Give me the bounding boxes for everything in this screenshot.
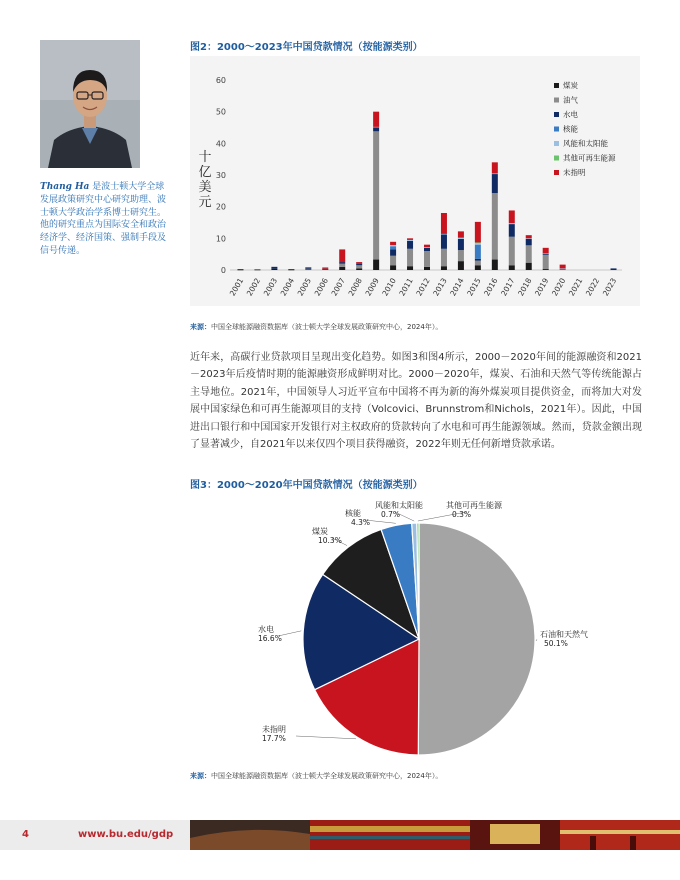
author-portrait-illustration (40, 40, 140, 168)
bar-segment-2017-2 (509, 224, 515, 237)
bar-segment-2020-4 (560, 268, 566, 269)
bar-segment-2009-6 (373, 112, 379, 127)
pie-label-value: 0.7% (381, 510, 401, 519)
bar-segment-2014-0 (458, 261, 464, 270)
x-tick-label: 2003 (261, 276, 280, 298)
bar-segment-2009-0 (373, 260, 379, 270)
pie-label-value: 50.1% (544, 639, 568, 648)
y-tick-label: 10 (215, 234, 226, 244)
figure2-source (190, 322, 442, 332)
legend-swatch (554, 98, 559, 103)
author-bio-text: 是波士顿大学全球发展政策研究中心研究助理、波士顿大学政治学系博士研究生。他的研究重点为国际安全和政治经济学、经济国策、强制手段及信号传递。 (40, 182, 167, 256)
figure3-pie-chart (190, 492, 640, 762)
bar-segment-2016-4 (492, 173, 498, 174)
x-tick-label: 2011 (397, 276, 415, 298)
pie-label-value: 16.6% (258, 634, 282, 643)
bar-segment-2015-5 (475, 242, 481, 243)
pie-label-name: 核能 (345, 509, 361, 518)
bar-segment-2017-1 (509, 237, 515, 266)
bar-segment-2019-1 (543, 255, 549, 269)
bar-segment-2005-0 (305, 269, 311, 270)
legend-swatch (554, 83, 559, 88)
pie-label-value: 4.3% (351, 518, 371, 527)
bar-segment-2003-0 (271, 269, 277, 270)
bar-segment-2007-2 (339, 262, 345, 264)
legend-label: 水电 (563, 110, 578, 119)
bar-segment-2013-4 (441, 234, 447, 235)
bar-segment-2016-0 (492, 260, 498, 270)
bar-segment-2009-4 (373, 127, 379, 128)
page-number: 4 (22, 829, 29, 840)
x-tick-label: 2002 (244, 276, 263, 298)
bar-segment-2015-6 (475, 222, 481, 243)
figure2-source-label: 来源： (190, 323, 211, 331)
pie-leader-line (536, 639, 537, 641)
bar-segment-2012-4 (424, 247, 430, 248)
bar-segment-2011-2 (407, 241, 413, 249)
x-tick-label: 2018 (516, 276, 534, 298)
author-photo (40, 40, 140, 168)
legend-label: 风能和太阳能 (563, 139, 608, 148)
legend-swatch (554, 112, 559, 117)
bar-segment-2019-0 (543, 269, 549, 270)
x-tick-label: 2007 (329, 276, 347, 298)
legend-label: 煤炭 (563, 81, 578, 90)
figure2-bar-chart (190, 56, 640, 306)
bar-segment-2014-4 (458, 238, 464, 239)
figure3-source-label: 来源： (190, 772, 211, 780)
x-tick-label: 2017 (499, 276, 517, 298)
figure3-source-text: 中国全球能源融资数据库（波士顿大学全球发展政策研究中心，2024年）。 (211, 772, 443, 780)
bar-segment-2012-1 (424, 251, 430, 267)
bar-segment-2002-2 (254, 269, 260, 270)
bar-segment-2016-6 (492, 162, 498, 173)
bar-segment-2004-6 (288, 269, 294, 270)
y-tick-label: 20 (215, 202, 226, 212)
pie-label-name: 石油和天然气 (540, 630, 588, 639)
legend-label: 油气 (563, 95, 578, 105)
figure2-y-axis-label: 十亿美元 (198, 150, 212, 210)
bar-segment-2008-1 (356, 265, 362, 268)
bar-segment-2019-6 (543, 248, 549, 253)
bar-segment-2023-2 (611, 268, 617, 270)
legend-swatch (554, 156, 559, 161)
footer-url-link[interactable]: www.bu.edu/gdp (78, 829, 174, 840)
x-tick-label: 2015 (465, 276, 483, 298)
bar-segment-2012-6 (424, 245, 430, 248)
bar-segment-2009-1 (373, 131, 379, 259)
x-tick-label: 2008 (346, 276, 364, 298)
x-tick-label: 2009 (363, 276, 381, 298)
bar-segment-2014-1 (458, 250, 464, 261)
bar-segment-2015-3 (475, 245, 481, 259)
pie-label-value: 10.3% (318, 536, 342, 545)
figure2-source-text: 中国全球能源融资数据库（波士顿大学全球发展政策研究中心，2024年）。 (211, 323, 443, 331)
pie-label-name: 其他可再生能源 (446, 501, 502, 510)
bar-segment-2012-0 (424, 267, 430, 270)
legend-label: 核能 (563, 124, 578, 134)
bar-segment-2011-0 (407, 266, 413, 270)
bar-segment-2013-2 (441, 235, 447, 249)
bar-segment-2008-2 (356, 264, 362, 266)
bar-segment-2013-1 (441, 249, 447, 266)
bar-segment-2010-2 (390, 249, 396, 255)
bar-segment-2013-0 (441, 266, 447, 270)
bar-segment-2010-4 (390, 245, 396, 246)
bar-segment-2005-1 (305, 269, 311, 270)
x-tick-label: 2016 (482, 276, 500, 298)
figure3-source (190, 771, 442, 781)
bar-segment-2016-2 (492, 174, 498, 193)
bar-segment-2016-1 (492, 193, 498, 259)
bar-segment-2018-2 (526, 239, 532, 245)
x-tick-label: 2021 (566, 276, 585, 298)
bar-segment-2014-2 (458, 239, 464, 250)
pie-label-value: 17.7% (262, 734, 286, 743)
bar-segment-2006-2 (322, 269, 328, 270)
bar-segment-2018-1 (526, 245, 532, 262)
x-tick-label: 2023 (600, 276, 619, 298)
bar-segment-2015-4 (475, 243, 481, 245)
figure2-title: 图2：2000～2023年中国贷款情况（按能源类别） (190, 42, 423, 53)
bar-segment-2011-4 (407, 240, 413, 241)
y-tick-label: 60 (215, 76, 226, 85)
bar-segment-2019-4 (543, 253, 549, 254)
y-tick-label: 50 (215, 107, 226, 117)
x-tick-label: 2014 (448, 276, 466, 298)
bar-segment-2018-0 (526, 263, 532, 270)
bar-segment-2020-6 (560, 265, 566, 269)
body-paragraph: 近年来，高碳行业贷款项目呈现出变化趋势。如图3和图4所示，2000－2020年间的能源融资和2021－2023年后疫情时期的能源融资形成鲜明对比。2000－2020年，煤炭、石油和天然气等传统能源占主导地位。2021年，中国领导人习近平宣布中国将不再为新的海外煤炭项目提供资金，而将加大对发展中国家绿色和可再生能源项目的支持（Volcovici、Brunnstrom和Nichols，2021年）。因此，中国进出口银行和中国国家开发银行对主权政府的贷款转向了水电和可再生能源领域。然而，贷款金额出现了显著减少，自2021年以来仅四个项目获得融资，2022年则无任何新增贷款承诺。 (190, 352, 642, 451)
x-tick-label: 2005 (295, 276, 314, 298)
bar-segment-2010-0 (390, 265, 396, 270)
y-tick-label: 0 (220, 266, 226, 275)
bar-segment-2003-2 (271, 267, 277, 269)
bar-segment-2017-6 (509, 210, 515, 223)
bar-segment-2010-1 (390, 256, 396, 266)
bar-segment-2012-2 (424, 248, 430, 251)
x-tick-label: 2013 (431, 276, 449, 298)
bar-segment-2007-1 (339, 264, 345, 267)
bar-segment-2017-4 (509, 223, 515, 224)
legend-swatch (554, 170, 559, 175)
pie-leader-line (296, 736, 356, 739)
bar-segment-2008-6 (356, 262, 362, 264)
pie-label-name: 水电 (258, 625, 274, 634)
x-tick-label: 2019 (533, 276, 551, 298)
x-tick-label: 2006 (312, 276, 330, 298)
x-tick-label: 2010 (380, 276, 398, 298)
y-tick-label: 40 (215, 139, 226, 149)
bar-segment-2007-6 (339, 249, 345, 262)
x-tick-label: 2001 (227, 276, 246, 298)
bar-segment-2010-3 (390, 246, 396, 249)
bar-segment-2018-4 (526, 238, 532, 239)
x-tick-label: 2012 (414, 276, 432, 298)
legend-label: 其他可再生能源 (563, 153, 616, 163)
bar-segment-2011-6 (407, 238, 413, 240)
pie-label-name: 风能和太阳能 (375, 501, 423, 510)
bar-segment-2006-6 (322, 267, 328, 268)
x-tick-label: 2020 (550, 276, 568, 298)
footer-temple-illustration (190, 820, 680, 850)
x-tick-label: 2004 (278, 276, 297, 298)
bar-segment-2014-6 (458, 231, 464, 237)
bar-segment-2005-6 (305, 267, 311, 268)
bar-segment-2015-0 (475, 265, 481, 270)
bar-segment-2010-6 (390, 242, 396, 245)
bar-segment-2015-2 (475, 259, 481, 261)
legend-label: 未指明 (563, 168, 586, 177)
bar-segment-2015-1 (475, 261, 481, 266)
pie-slice-0 (418, 523, 535, 755)
figure3-title: 图3：2000～2020年中国贷款情况（按能源类别） (190, 480, 423, 491)
y-tick-label: 30 (215, 171, 226, 180)
legend-swatch (554, 141, 559, 146)
bar-segment-2011-1 (407, 249, 413, 266)
bar-segment-2005-2 (305, 268, 311, 269)
pie-label-value: 0.3% (452, 510, 472, 519)
bar-segment-2018-6 (526, 235, 532, 238)
legend-swatch (554, 127, 559, 132)
bar-segment-2007-0 (339, 267, 345, 270)
pie-label-name: 煤炭 (312, 527, 328, 536)
bar-segment-2009-2 (373, 128, 379, 132)
author-name: Thang Ha (40, 182, 90, 192)
footer-architecture-image (190, 820, 680, 850)
bar-segment-2013-6 (441, 213, 447, 234)
author-bio (40, 181, 168, 258)
pie-label-name: 未指明 (262, 725, 286, 734)
x-tick-label: 2022 (583, 276, 602, 298)
bar-segment-2001-6 (237, 269, 243, 270)
bar-segment-2017-0 (509, 265, 515, 270)
bar-segment-2008-0 (356, 268, 362, 270)
